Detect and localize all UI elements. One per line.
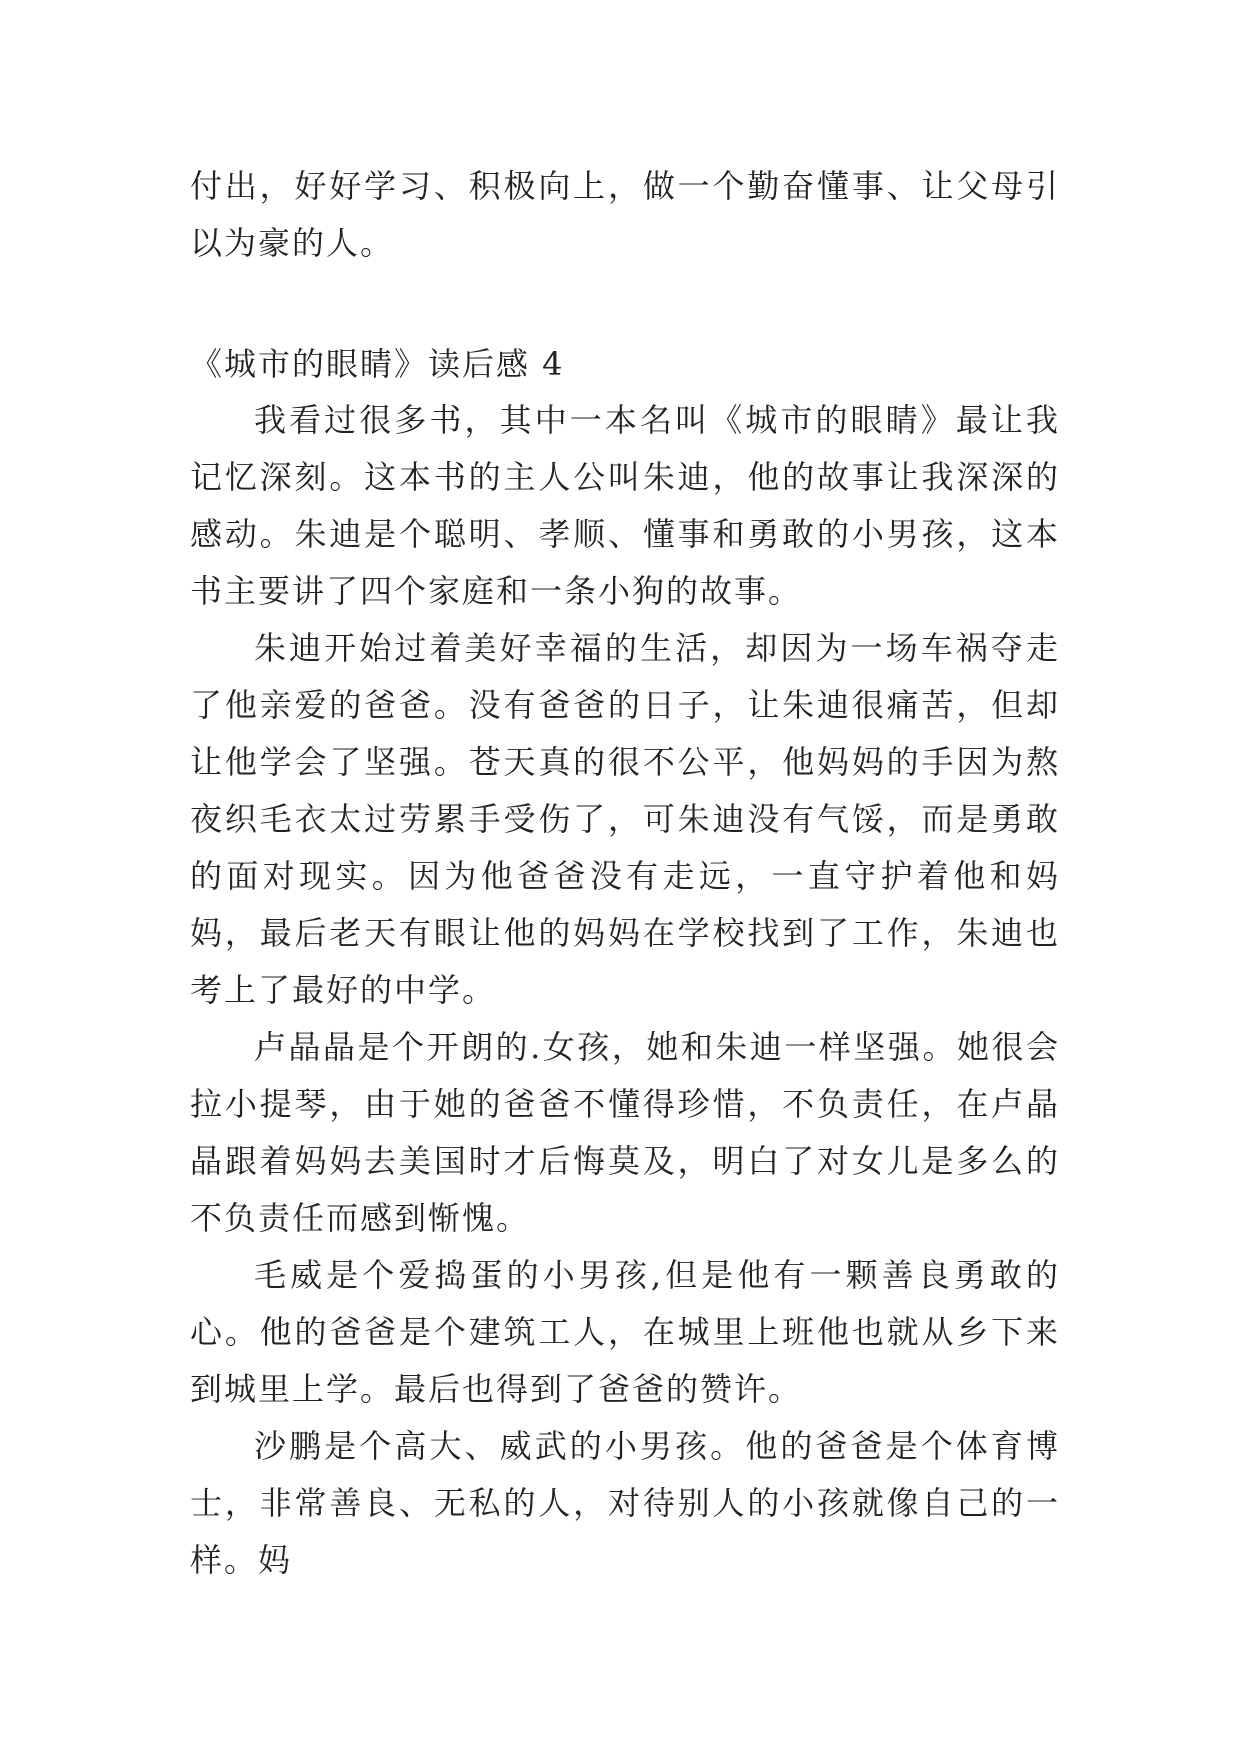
body-paragraph: 毛威是个爱捣蛋的小男孩,但是他有一颗善良勇敢的心。他的爸爸是个建筑工人，在城里上班他也就从乡下来到城里上学。最后也得到了爸爸的赞许。 — [190, 1256, 1060, 1408]
section-body — [190, 392, 1060, 1589]
body-paragraph: 我看过很多书，其中一本名叫《城市的眼睛》最让我记忆深刻。这本书的主人公叫朱迪，他的故事让我深深的感动。朱迪是个聪明、孝顺、懂事和勇敢的小男孩，这本书主要讲了四个家庭和一条小狗的故事。 — [190, 401, 1060, 610]
continuation-paragraph: 付出，好好学习、积极向上，做一个勤奋懂事、让父母引以为豪的人。 — [190, 167, 1060, 262]
section-title-block — [190, 336, 1060, 393]
body-paragraph: 朱迪开始过着美好幸福的生活，却因为一场车祸夺走了他亲爱的爸爸。没有爸爸的日子，让朱迪很痛苦，但却让他学会了坚强。苍天真的很不公平，他妈妈的手因为熬夜织毛衣太过劳累手受伤了，可朱迪没有气馁，而是勇敢的面对现实。因为他爸爸没有走远，一直守护着他和妈妈，最后老天有眼让他的妈妈在学校找到了工作，朱迪也考上了最好的中学。 — [190, 629, 1060, 1009]
section-title: 《城市的眼睛》读后感 4 — [190, 345, 565, 383]
body-paragraph: 卢晶晶是个开朗的.女孩，她和朱迪一样坚强。她很会拉小提琴，由于她的爸爸不懂得珍惜，不负责任，在卢晶晶跟着妈妈去美国时才后悔莫及，明白了对女儿是多么的不负责任而感到惭愧。 — [190, 1028, 1060, 1237]
body-paragraph: 沙鹏是个高大、威武的小男孩。他的爸爸是个体育博士，非常善良、无私的人，对待别人的小孩就像自己的一样。妈 — [190, 1427, 1060, 1579]
continuation-text-block — [190, 158, 1060, 272]
